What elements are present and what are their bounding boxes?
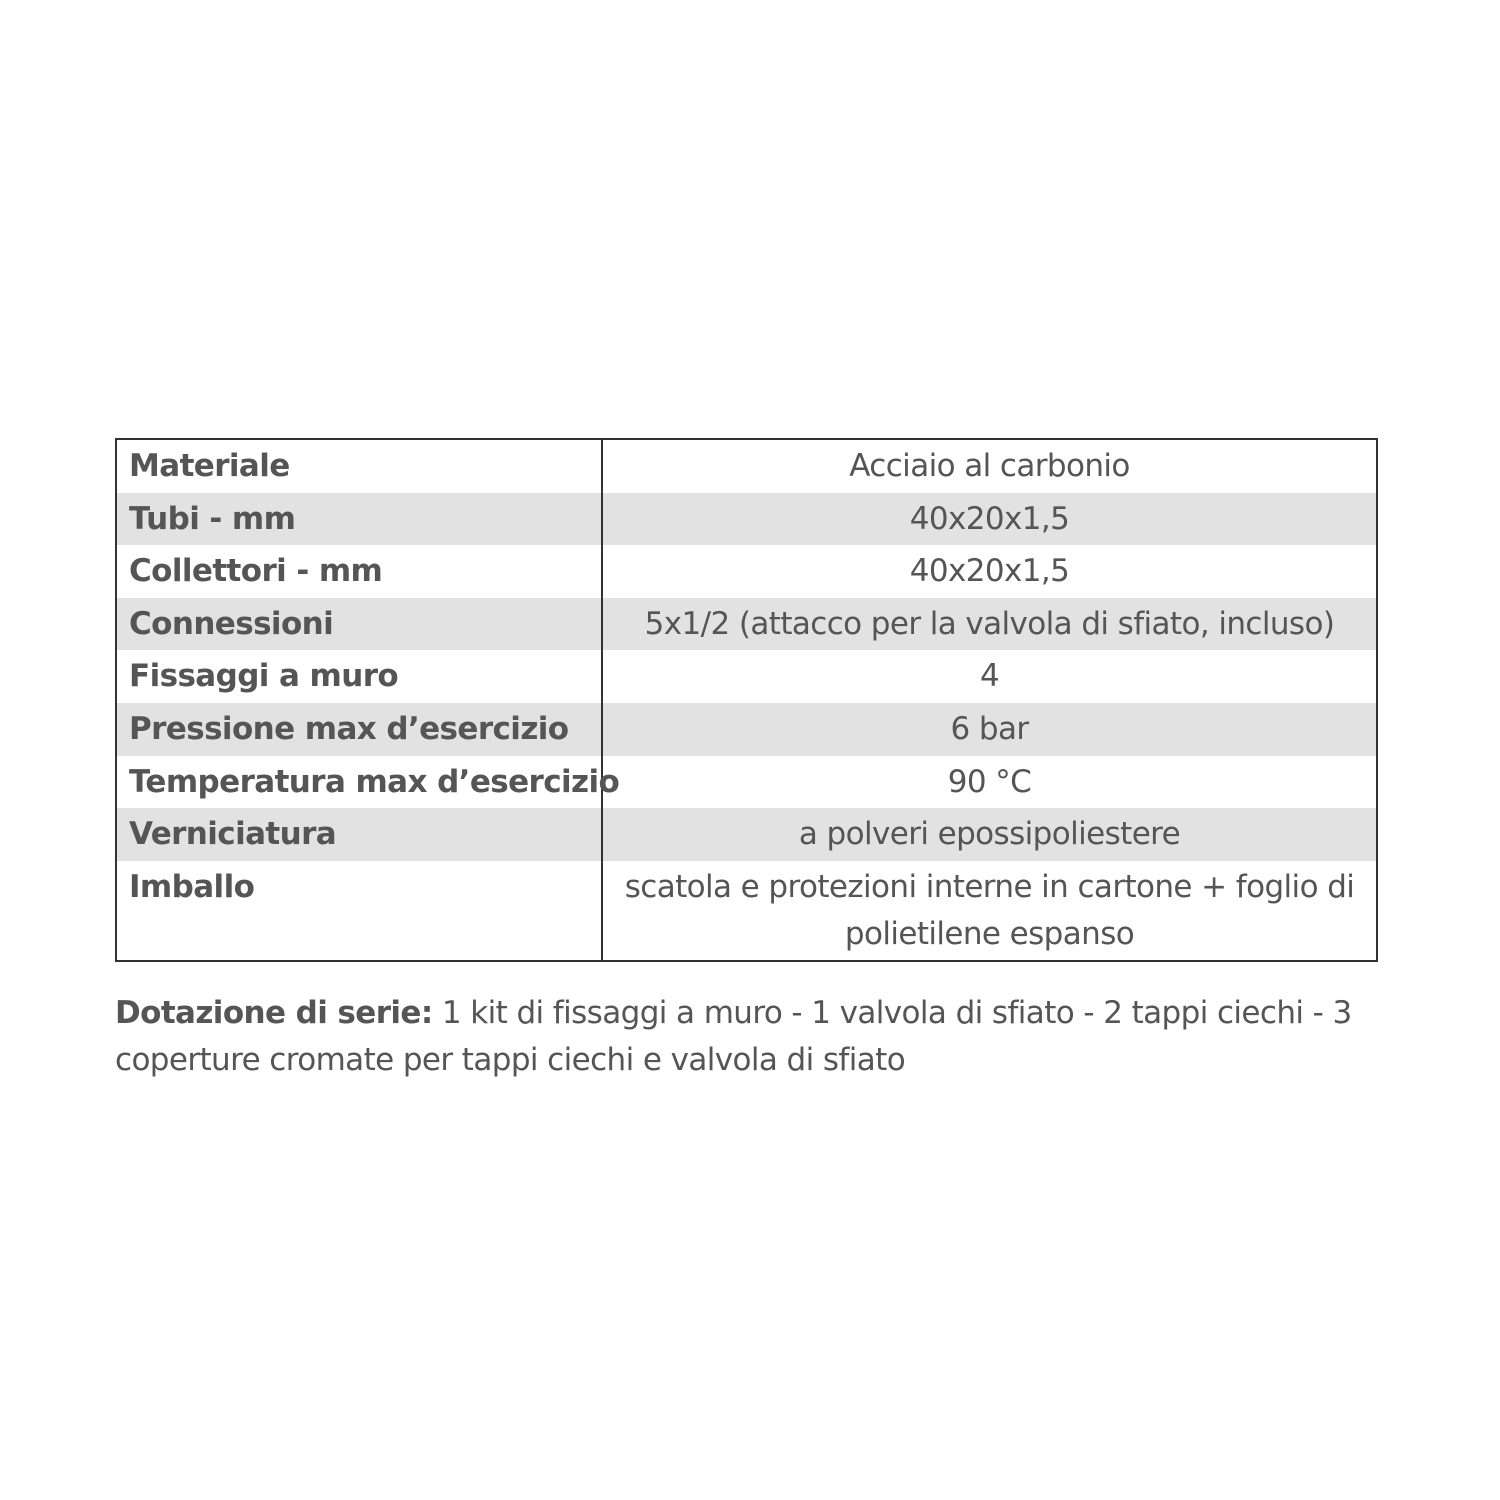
row-label: Connessioni [116, 598, 602, 651]
row-value: a polveri epossipoliestere [602, 808, 1377, 861]
row-label: Verniciatura [116, 808, 602, 861]
row-label: Temperatura max d’esercizio [116, 756, 602, 809]
table-row [116, 439, 1377, 493]
row-label: Pressione max d’esercizio [116, 703, 602, 756]
standard-equipment-note [115, 990, 1355, 1084]
table-row [116, 756, 1377, 809]
row-value: 4 [979, 658, 1000, 695]
spec-table [115, 438, 1378, 962]
note-label: Dotazione di serie: [115, 995, 433, 1031]
row-value: 40x20x1,5 [909, 553, 1070, 590]
table-row [116, 703, 1377, 756]
table-row [116, 808, 1377, 861]
table-row [116, 598, 1377, 651]
row-value: 6 bar [602, 703, 1377, 756]
table-row [116, 545, 1377, 598]
row-label: Tubi - mm [116, 493, 602, 546]
row-value: 40x20x1,5 [602, 493, 1377, 546]
row-label: Imballo [116, 861, 602, 961]
table-row [116, 650, 1377, 703]
row-value: 5x1/2 (attacco per la valvola di sfiato, incluso) [602, 598, 1377, 651]
table-row [116, 861, 1377, 961]
note-text: 1 kit di fissaggi a muro - 1 valvola di sfiato - 2 tappi ciechi - 3 coperture cromate per tappi ciechi e valvola di sfiato [115, 995, 1352, 1078]
row-label: Collettori - mm [116, 545, 602, 598]
row-label: Materiale [116, 439, 602, 493]
table-row [116, 493, 1377, 546]
row-value: scatola e protezioni interne in cartone + foglio di polietilene espanso [624, 868, 1355, 952]
row-value: 90 °C [947, 763, 1032, 800]
row-value: Acciaio al carbonio [849, 448, 1130, 484]
row-label: Fissaggi a muro [116, 650, 602, 703]
